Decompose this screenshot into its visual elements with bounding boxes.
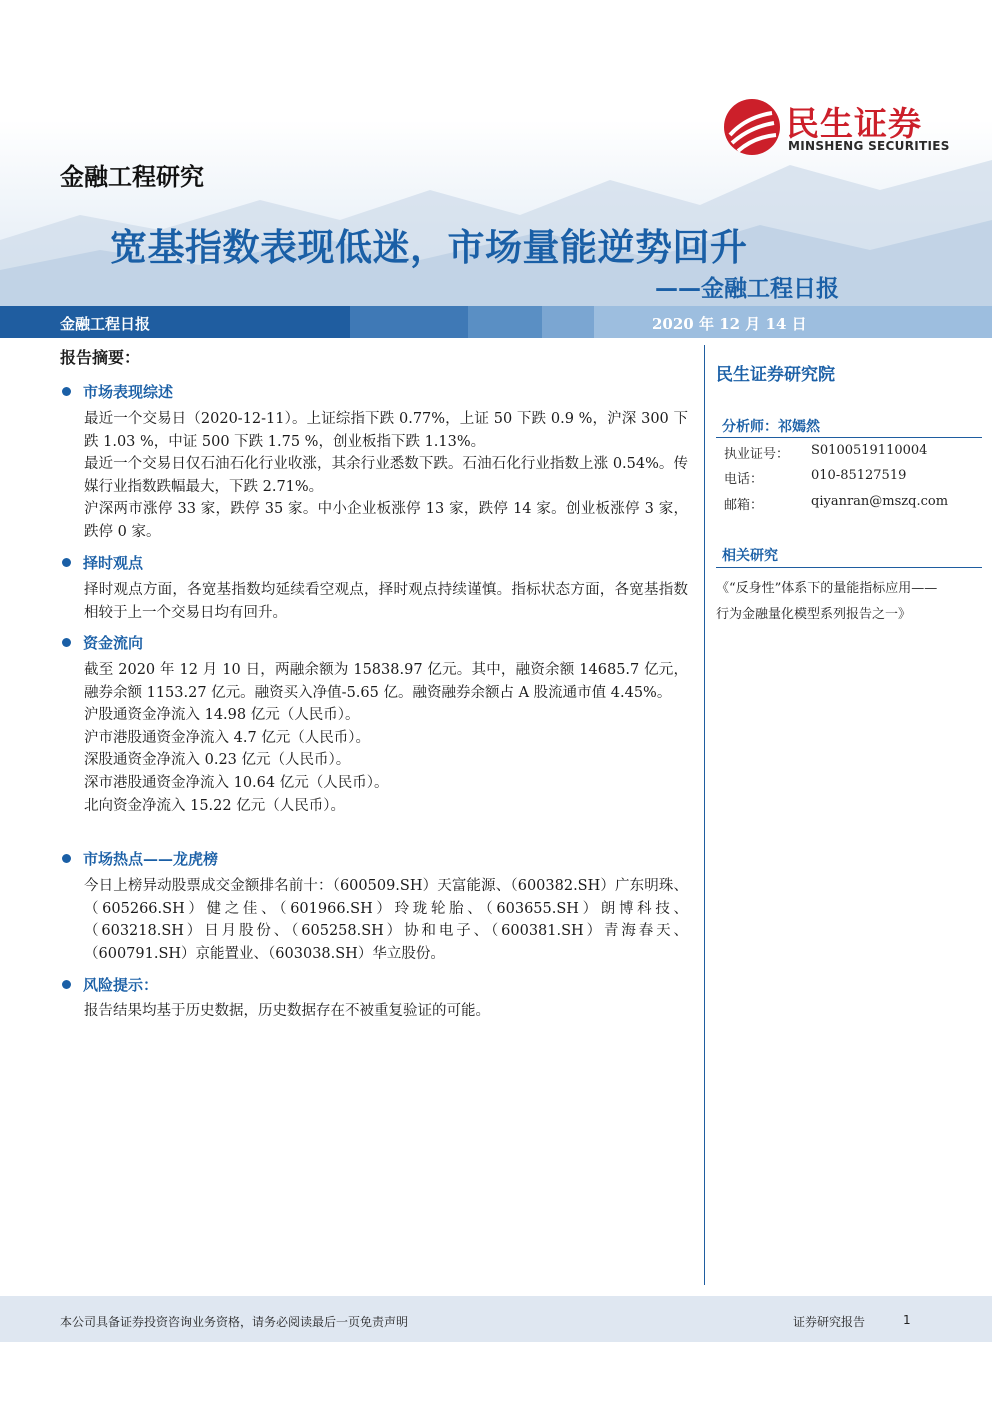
paragraph: 截至 2020 年 12 月 10 日，两融余额为 15838.97 亿元。其中，融资余额 14685.7 亿元，融券余额 1153.27 亿元。融资买入净值-5.65 亿。融资融券余额占 A 股流通市值 4.45%。 (84, 662, 688, 701)
banner-date: 2020 年 12 月 14 日 (652, 315, 807, 333)
license-value: S0100519110004 (811, 443, 928, 458)
phone-value: 010-85127519 (811, 468, 907, 483)
divider-line (716, 437, 982, 438)
banner-report-type: 金融工程日报 (60, 315, 151, 333)
section-body-fund-flow (84, 659, 688, 817)
section-heading-timing: 择时观点 (62, 552, 143, 573)
related-report-line[interactable]: 行为金融量化模型系列报告之一》 (716, 607, 912, 622)
column-divider (704, 345, 705, 1285)
paragraph: 北向资金净流入 15.22 亿元（人民币）。 (84, 797, 345, 814)
paragraph: 最近一个交易日（2020-12-11）。上证综指下跌 0.77%，上证 50 下跌 0.9 %，沪深 300 下跌 1.03 %，中证 500 下跌 1.75 %，创业板指下跌 1.13%。 (84, 411, 688, 450)
phone-label: 电话： (724, 472, 764, 487)
section-body-market (84, 408, 688, 544)
analyst-name: 分析师：祁嫣然 (722, 419, 820, 435)
license-label: 执业证号： (724, 447, 790, 462)
report-title: 宽基指数表现低迷，市场量能逆势回升 (110, 226, 748, 269)
bullet-icon (62, 980, 71, 989)
logo-text-cn: 民生证券 (786, 104, 922, 143)
section-heading-risk: 风险提示： (62, 974, 158, 995)
report-subtitle: ——金融工程日报 (655, 276, 839, 302)
paragraph: 报告结果均基于历史数据，历史数据存在不被重复验证的可能。 (84, 1003, 490, 1019)
section-body-hotspot (84, 875, 688, 965)
related-report-line[interactable]: 《“反身性”体系下的量能指标应用—— (716, 581, 938, 596)
section-heading-market: 市场表现综述 (62, 381, 173, 402)
bullet-icon (62, 638, 71, 647)
section-heading-hotspot: 市场热点——龙虎榜 (62, 848, 218, 869)
report-category: 金融工程研究 (60, 163, 204, 191)
bullet-icon (62, 854, 71, 863)
paragraph: 沪市港股通资金净流入 4.7 亿元（人民币）。 (84, 729, 371, 746)
minsheng-logo-icon (722, 97, 782, 157)
footer-report-type: 证券研究报告 (793, 1315, 866, 1329)
section-body-timing (84, 579, 688, 624)
paragraph: 择时观点方面，各宽基指数均延续看空观点，择时观点持续谨慎。指标状态方面，各宽基指数相较于上一个交易日均有回升。 (84, 582, 688, 621)
related-research-heading: 相关研究 (722, 548, 778, 564)
bullet-icon (62, 558, 71, 567)
divider-line (716, 567, 982, 568)
paragraph: 沪股通资金净流入 14.98 亿元（人民币）。 (84, 707, 360, 724)
section-heading-fund-flow: 资金流向 (62, 632, 143, 653)
email-value[interactable]: qiyanran@mszq.com (811, 494, 949, 509)
section-body-risk (84, 1000, 688, 1023)
paragraph: 今日上榜异动股票成交金额排名前十：（600509.SH）天富能源、（600382.SH）广东明珠、（605266.SH）健之佳、（601966.SH）玲珑轮胎、（603655.SH）朗博科技、（603218.SH）日月股份、（605258.SH）协和电子、（600381.SH）青海春天、（600791.SH）京能置业、（603038.SH）华立股份。 (84, 878, 688, 962)
paragraph: 沪深两市涨停 33 家，跌停 35 家。中小企业板涨停 13 家，跌停 14 家。创业板涨停 3 家，跌停 0 家。 (84, 501, 688, 540)
footer-disclaimer: 本公司具备证券投资咨询业务资格，请务必阅读最后一页免责声明 (60, 1315, 409, 1329)
paragraph: 深市港股通资金净流入 10.64 亿元（人民币）。 (84, 774, 389, 791)
summary-heading: 报告摘要： (60, 348, 141, 367)
research-institute: 民生证券研究院 (716, 365, 835, 385)
logo-text-en: MINSHENG SECURITIES (788, 139, 950, 153)
paragraph: 最近一个交易日仅石油石化行业收涨，其余行业悉数下跌。石油石化行业指数上涨 0.54%。传媒行业指数跌幅最大，下跌 2.71%。 (84, 456, 688, 495)
email-label: 邮箱： (724, 498, 764, 513)
bullet-icon (62, 387, 71, 396)
page-number: 1 (903, 1313, 911, 1327)
paragraph: 深股通资金净流入 0.23 亿元（人民币）。 (84, 752, 351, 769)
